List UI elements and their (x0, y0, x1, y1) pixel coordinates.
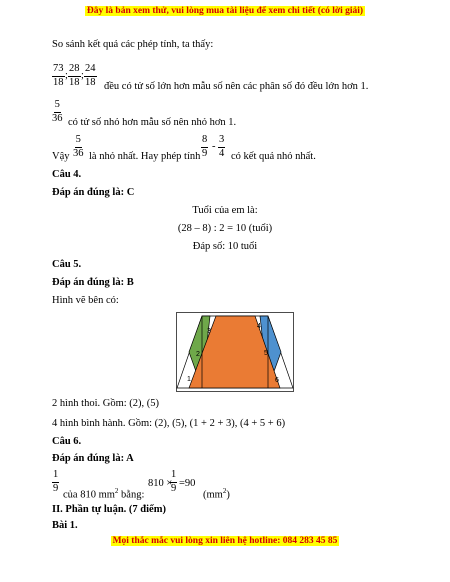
part2-heading: II. Phần tự luận. (7 điểm) (52, 504, 166, 515)
fraction-1-9: $\frac{1}{9}$ (53, 469, 59, 494)
q4-title: Câu 4. (52, 169, 82, 180)
compare-intro: So sánh kết quả các phép tính, ta thấy: (52, 39, 214, 50)
q4-line-2: (28 – 8) : 2 = 10 (tuổi) (177, 223, 273, 234)
parallelogram-figure (176, 312, 294, 392)
fraction-3-4: $\frac{3}{4}$ (219, 134, 225, 159)
separator: ; (65, 70, 68, 81)
minus-sign: - (212, 141, 216, 152)
label-5: 5 (264, 350, 268, 357)
header-banner-text: Đây là bản xem thử, vui lòng mua tài liệu để xem chi tiết (có lời giải) (86, 6, 364, 16)
label-3: 3 (207, 328, 211, 335)
vay-text: Vậy (52, 151, 70, 162)
q5-answer: Đáp án đúng là: B (52, 277, 134, 288)
footer-banner (0, 536, 450, 546)
q6-statement: của 810 $mm^2$ bằng: (63, 487, 145, 501)
q6-unit: $(mm^2)$ (203, 487, 230, 501)
bai1-heading: Bài 1. (52, 520, 78, 531)
fraction-28-18: $\frac{28}{18}$ (69, 63, 80, 88)
label-1: 1 (187, 376, 191, 383)
separator: ; (81, 70, 84, 81)
footer-banner-text: Mọi thắc mắc vui lòng xin liên hệ hotline: 084 283 45 85 (112, 536, 338, 546)
header-banner (0, 6, 450, 16)
fraction-8-9: $\frac{8}{9}$ (202, 134, 208, 159)
fraction-5-36-b: $\frac{5}{36}$ (73, 134, 84, 159)
fraction-24-18: $\frac{24}{18}$ (85, 63, 96, 88)
q5-result-2: 4 hình bình hành. Gồm: (2), (5), (1 + 2 + 3), (4 + 5 + 6) (52, 418, 286, 429)
q6-answer: Đáp án đúng là: A (52, 453, 134, 464)
label-4: 4 (257, 323, 261, 330)
q4-answer: Đáp án đúng là: C (52, 187, 135, 198)
label-2: 2 (196, 351, 200, 358)
q6-calc-prefix: 810 × (148, 478, 173, 489)
q6-calc-result: =90 (179, 478, 196, 489)
label-6: 6 (275, 377, 279, 384)
q4-line-3: Đáp số: 10 tuổi (192, 241, 258, 252)
q5-intro: Hình vẽ bên có: (52, 295, 119, 306)
fraction-73-18: $\frac{73}{18}$ (53, 63, 64, 88)
vay-middle: là nhỏ nhất. Hay phép tính (89, 151, 201, 162)
group1-explanation: đều có tử số lớn hơn mẫu số nên các phân số đó đều lớn hơn 1. (104, 81, 369, 92)
line2-explanation: có tử số nhỏ hơn mẫu số nên nhỏ hơn 1. (68, 117, 237, 128)
q5-result-1: 2 hình thoi. Gồm: (2), (5) (52, 398, 160, 409)
q4-line-1: Tuổi của em là: (192, 205, 258, 216)
fraction-5-36: $\frac{5}{36}$ (52, 99, 63, 124)
fraction-1-9-calc: $\frac{1}{9}$ (171, 469, 177, 494)
q6-title: Câu 6. (52, 436, 82, 447)
q5-title: Câu 5. (52, 259, 82, 270)
vay-end: có kết quả nhỏ nhất. (231, 151, 316, 162)
